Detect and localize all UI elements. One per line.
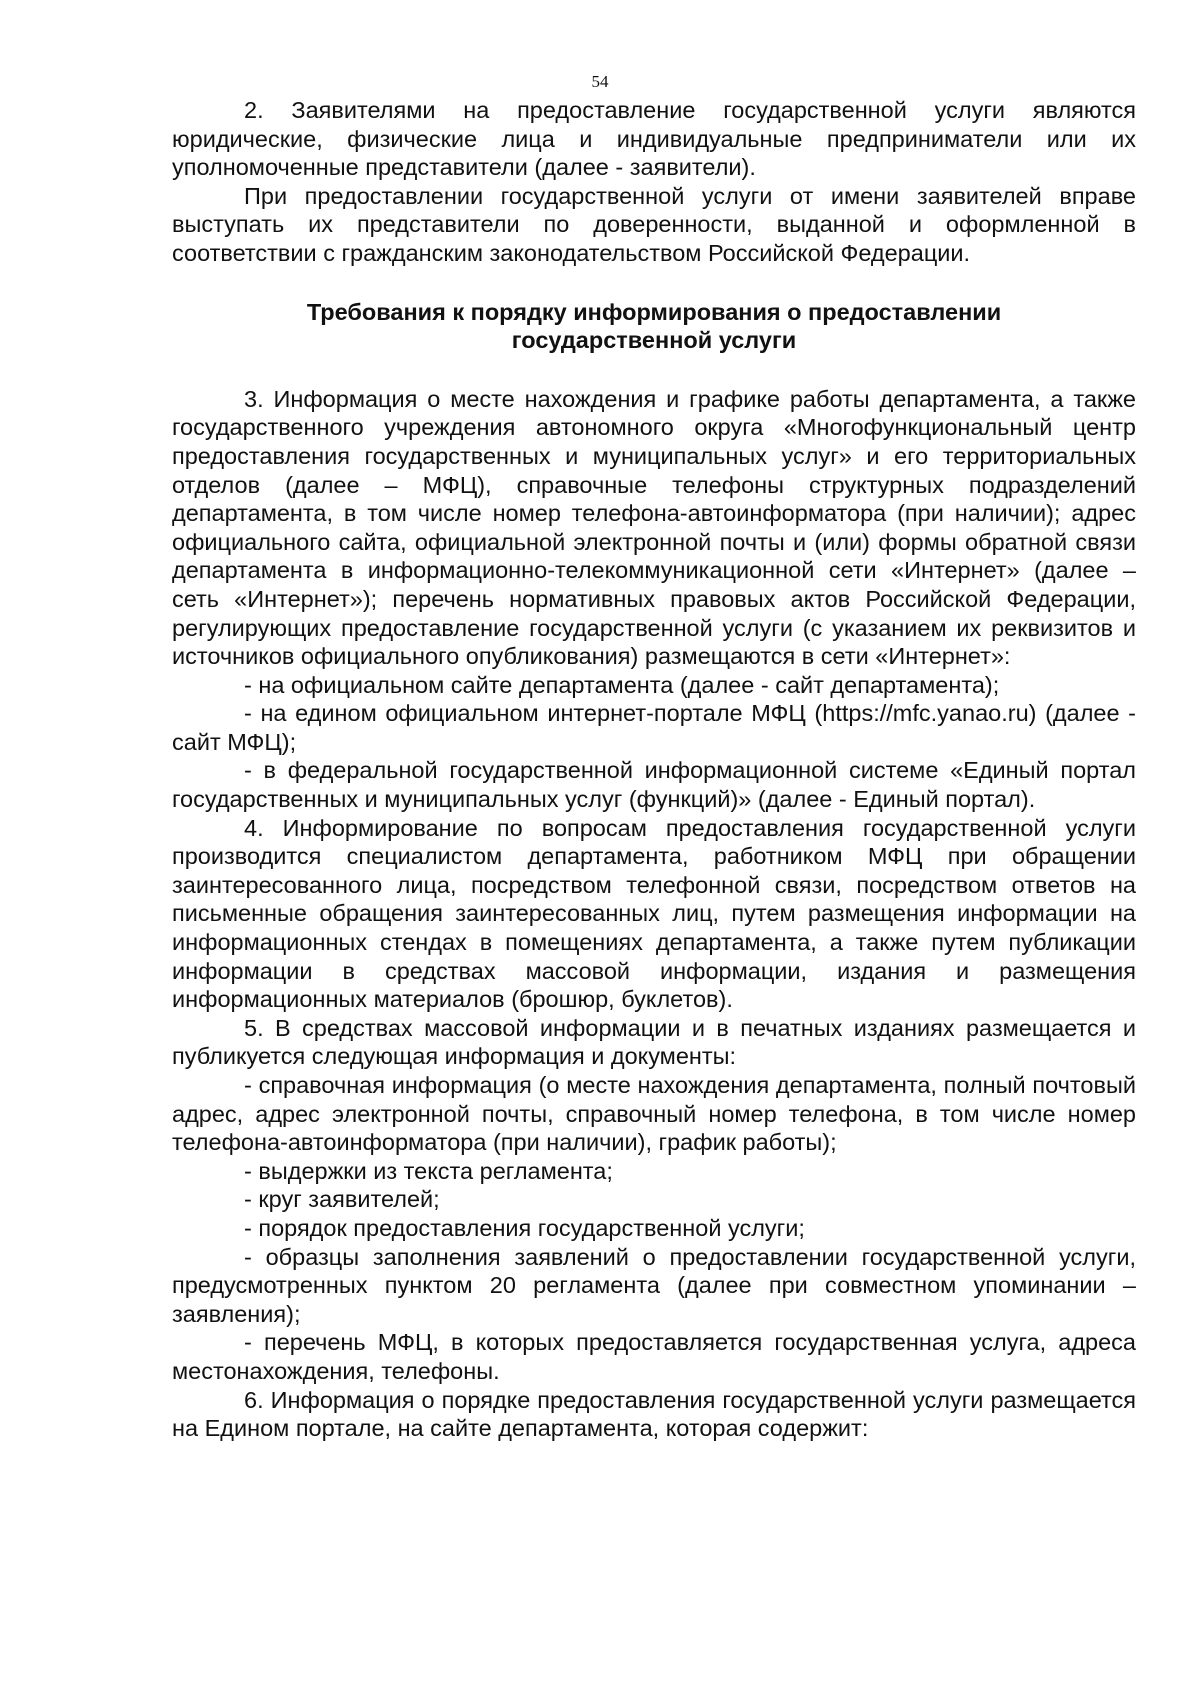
list-item-mfc-list: - перечень МФЦ, в которых предоставляется государственная услуга, адреса местонахождения, телефоны. <box>172 1329 1136 1384</box>
section-heading-line-1: Требования к порядку информирования о предоставлении <box>306 298 1002 325</box>
section-heading-line-2: государственной услуги <box>511 327 797 354</box>
list-item-reference-info: - справочная информация (о месте нахождения департамента, полный почтовый адрес, адрес электронной почты, справочный номер телефона, в том числе номер телефона-автоинформатора (при наличии), график работы); <box>172 1072 1136 1156</box>
document-body <box>172 96 1136 1443</box>
paragraph-applicants: 2. Заявителями на предоставление государственной услуги являются юридические, физические лица и индивидуальные предприниматели или их уполномоченные представители (далее - заявители). <box>172 97 1136 181</box>
paragraph-item-5: 5. В средствах массовой информации и в печатных изданиях размещается и публикуется следующая информация и документы: <box>172 1014 1136 1070</box>
page-number: 54 <box>591 72 609 91</box>
list-item-unified-portal: - в федеральной государственной информационной системе «Единый портал государственных и муниципальных услуг (функций)» (далее - Единый портал). <box>172 757 1136 813</box>
list-item-department-site: - на официальном сайте департамента (далее - сайт департамента); <box>244 671 1000 698</box>
paragraph-item-4: 4. Информирование по вопросам предоставления государственной услуги производится специалистом департамента, работником МФЦ при обращении заинтересованного лица, посредством телефонной связи, посредством ответов на письменные обращения заинтересованных лиц, путем размещения информации на информационных стендах в помещениях департамента, а также путем публикации информации в средствах массовой информации, издания и размещения информационных материалов (брошюр, буклетов). <box>172 814 1136 1013</box>
list-item-procedure: - порядок предоставления государственной услуги; <box>244 1214 805 1241</box>
paragraph-item-3: 3. Информация о месте нахождения и графике работы департамента, а также государственного учреждения автономного округа «Многофункциональный центр предоставления государственных и муниципальных услуг» и его территориальных отделов (далее – МФЦ), справочные телефоны структурных подразделений департамента, в том числе номер телефона-автоинформатора (при наличии); адрес официального сайта, официальной электронной почты и (или) формы обратной связи департамента в информационно-телекоммуникационной сети «Интернет» (далее – сеть «Интернет»); перечень нормативных правовых актов Российской Федерации, регулирующих предоставление государственной услуги (с указанием их реквизитов и источников официального опубликования) размещаются в сети «Интернет»: <box>172 385 1136 670</box>
paragraph-representatives: При предоставлении государственной услуги от имени заявителей вправе выступать их представители по доверенности, выданной и оформленной в соответствии с гражданским законодательством Российской Федерации. <box>172 182 1136 266</box>
list-item-application-samples: - образцы заполнения заявлений о предоставлении государственной услуги, предусмотренных пунктом 20 регламента (далее при совместном упоминании – заявления); <box>172 1243 1136 1327</box>
list-item-regulation-excerpts: - выдержки из текста регламента; <box>244 1157 613 1184</box>
list-item-mfc-portal: - на едином официальном интернет-портале МФЦ (https://mfc.yanao.ru) (далее - сайт МФЦ); <box>172 700 1136 755</box>
paragraph-item-6: 6. Информация о порядке предоставления государственной услуги размещается на Едином портале, на сайте департамента, которая содержит: <box>172 1386 1136 1442</box>
list-item-applicants-circle: - круг заявителей; <box>244 1186 440 1213</box>
section-heading <box>172 298 1136 355</box>
